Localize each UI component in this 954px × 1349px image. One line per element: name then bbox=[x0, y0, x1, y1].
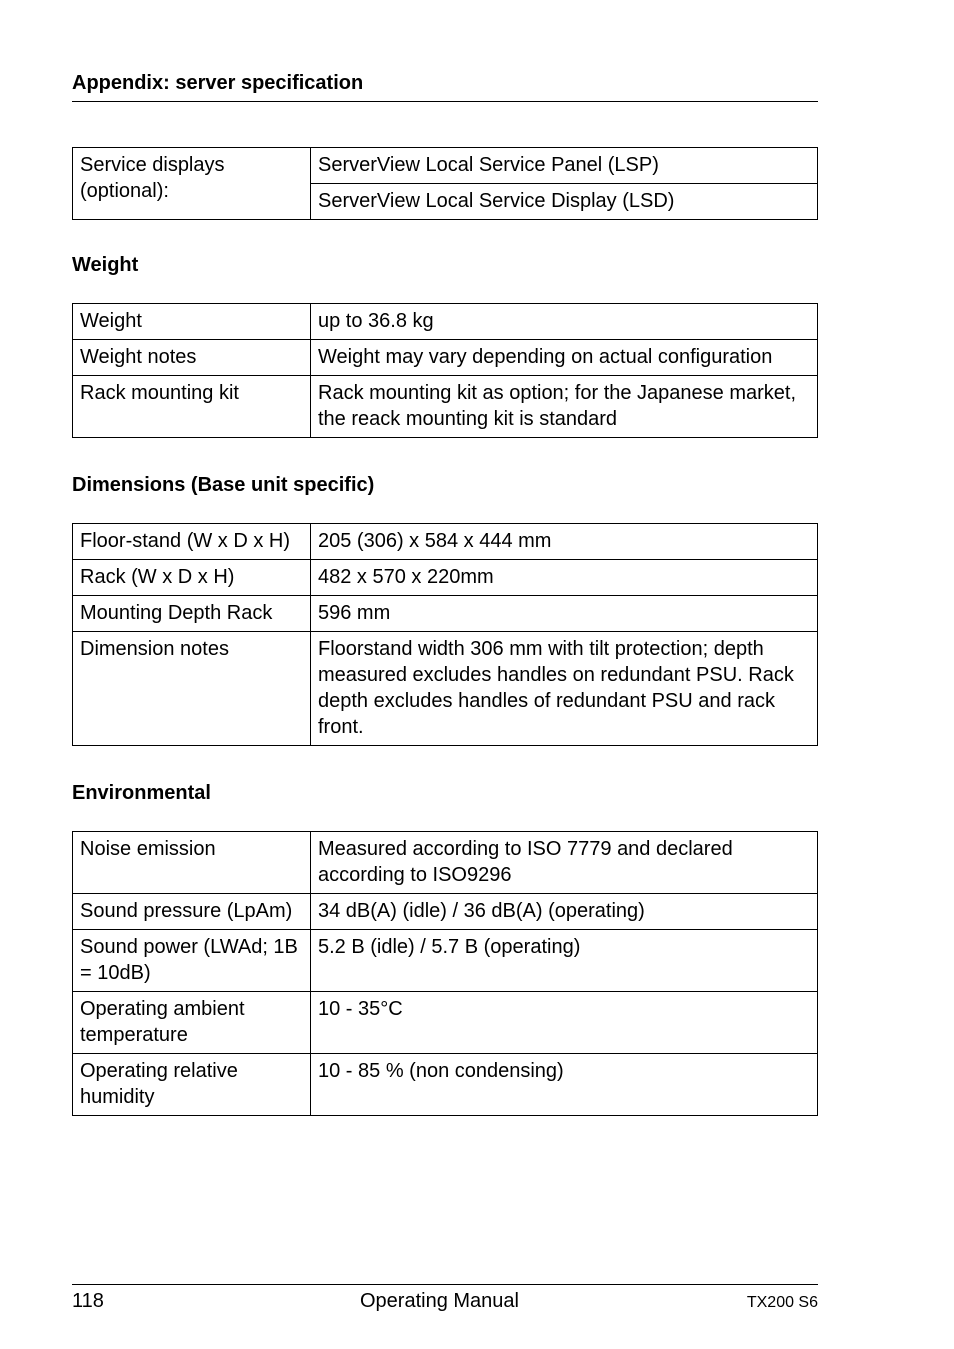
section-title-weight: Weight bbox=[72, 254, 139, 276]
environmental-table bbox=[72, 831, 818, 1116]
header-divider bbox=[72, 101, 818, 102]
service-displays-label: Service displays (optional): bbox=[73, 148, 311, 220]
dimensions-table bbox=[72, 523, 818, 746]
service-display-lsp: ServerView Local Service Panel (LSP) bbox=[311, 148, 818, 184]
section-title-environmental: Environmental bbox=[72, 782, 211, 804]
table-row bbox=[73, 376, 818, 438]
table-row bbox=[73, 1054, 818, 1116]
spec-value: 10 - 85 % (non condensing) bbox=[311, 1054, 818, 1116]
spec-key: Operating ambient temperature bbox=[73, 992, 311, 1054]
page-number: 118 bbox=[72, 1290, 104, 1312]
service-display-lsd: ServerView Local Service Display (LSD) bbox=[311, 184, 818, 220]
spec-value: Weight may vary depending on actual configuration bbox=[311, 340, 818, 376]
spec-key: Mounting Depth Rack bbox=[73, 596, 311, 632]
table-row bbox=[73, 560, 818, 596]
spec-key: Sound power (LWAd; 1B = 10dB) bbox=[73, 930, 311, 992]
spec-key: Rack mounting kit bbox=[73, 376, 311, 438]
spec-key: Noise emission bbox=[73, 832, 311, 894]
footer-divider bbox=[72, 1284, 818, 1285]
page-header-title: Appendix: server specification bbox=[72, 72, 364, 94]
spec-value: Measured according to ISO 7779 and declared according to ISO9296 bbox=[311, 832, 818, 894]
spec-key: Floor-stand (W x D x H) bbox=[73, 524, 311, 560]
spec-key: Weight notes bbox=[73, 340, 311, 376]
weight-table bbox=[72, 303, 818, 438]
table-row bbox=[73, 632, 818, 746]
table-row bbox=[73, 992, 818, 1054]
table-row bbox=[73, 524, 818, 560]
spec-key: Rack (W x D x H) bbox=[73, 560, 311, 596]
spec-value: 596 mm bbox=[311, 596, 818, 632]
spec-value: 5.2 B (idle) / 5.7 B (operating) bbox=[311, 930, 818, 992]
footer-manual-title: Operating Manual bbox=[360, 1290, 519, 1312]
section-title-dimensions: Dimensions (Base unit specific) bbox=[72, 474, 375, 496]
table-row bbox=[73, 148, 818, 184]
spec-value: Rack mounting kit as option; for the Japanese market, the reack mounting kit is standard bbox=[311, 376, 818, 438]
spec-value: up to 36.8 kg bbox=[311, 304, 818, 340]
table-row bbox=[73, 304, 818, 340]
spec-key: Dimension notes bbox=[73, 632, 311, 746]
table-row bbox=[73, 596, 818, 632]
service-displays-table bbox=[72, 147, 818, 220]
table-row bbox=[73, 930, 818, 992]
spec-value: 34 dB(A) (idle) / 36 dB(A) (operating) bbox=[311, 894, 818, 930]
spec-value: 10 - 35°C bbox=[311, 992, 818, 1054]
spec-value: 482 x 570 x 220mm bbox=[311, 560, 818, 596]
spec-key: Operating relative humidity bbox=[73, 1054, 311, 1116]
spec-key: Weight bbox=[73, 304, 311, 340]
spec-key: Sound pressure (LpAm) bbox=[73, 894, 311, 930]
spec-value: 205 (306) x 584 x 444 mm bbox=[311, 524, 818, 560]
footer-model: TX200 S6 bbox=[746, 1294, 818, 1311]
spec-value: Floorstand width 306 mm with tilt protection; depth measured excludes handles on redundant PSU. Rack depth excludes handles of redundant PSU and rack front. bbox=[311, 632, 818, 746]
table-row bbox=[73, 894, 818, 930]
table-row bbox=[73, 832, 818, 894]
table-row bbox=[73, 340, 818, 376]
